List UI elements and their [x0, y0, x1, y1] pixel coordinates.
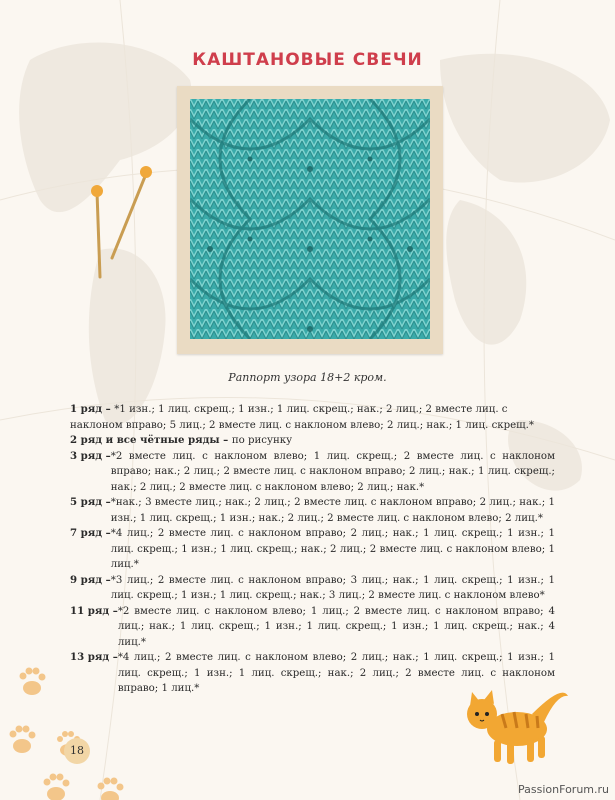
row-instruction: 13 ряд – *4 лиц.; 2 вместе лиц. с наклоном влево; 2 лиц.; нак.; 1 лиц. скрещ.; 1 изн.; 1 лиц. скрещ.; 1 изн.; 1 лиц. скрещ.; нак.; 2 лиц.; 2 вместе лиц. с наклоном вправо; 1 лиц.* [70, 651, 555, 694]
knitted-swatch-photo [190, 99, 430, 339]
paw-prints-icon [0, 650, 150, 800]
watermark: PassionForum.ru [518, 783, 609, 796]
row-instruction: 7 ряд – *4 лиц.; 2 вместе лиц. с наклоном вправо; 2 лиц.; нак.; 1 лиц. скрещ.; 1 изн.; 1 лиц. скрещ.; 1 изн.; 1 лиц. скрещ.; нак.; 2 лиц.; 2 вместе лиц. с наклоном влево; 1 лиц.* [70, 527, 555, 570]
cat-icon [462, 684, 572, 774]
pattern-caption: Раппорт узора 18+2 кром. [228, 371, 387, 384]
knitting-needles-icon [86, 160, 156, 285]
page-title: КАШТАНОВЫЕ СВЕЧИ [192, 50, 423, 70]
page-number: 18 [64, 738, 90, 764]
row-instruction: 3 ряд – *2 вместе лиц. с наклоном влево; 1 лиц. скрещ.; 2 вместе лиц. с наклоном вправо; нак.; 2 лиц.; 2 вместе лиц. с наклоном вправо; 2 лиц.; нак.; 1 лиц. скрещ.; нак.; 2 лиц.; 2 вместе лиц. с наклоном влево; 2 лиц.; нак.* [70, 449, 555, 493]
row-instruction: 5 ряд – *нак.; 3 вместе лиц.; нак.; 2 лиц.; 2 вместе лиц. с наклоном вправо; 2 лиц.; нак.; 1 изн.; 1 лиц. скрещ.; 1 изн.; нак.; 2 лиц.; 2 вместе лиц. с наклоном влево; 2 лиц.* [70, 496, 555, 524]
swatch-frame [177, 86, 443, 354]
row-instruction: 11 ряд – *2 вместе лиц. с наклоном влево; 1 лиц.; 2 вместе лиц. с наклоном вправо; 4 лиц.; нак.; 1 лиц. скрещ.; 1 изн.; 1 лиц. скрещ.; 1 изн.; 1 лиц. скрещ.; нак.; 4 лиц.* [70, 604, 555, 648]
row-instruction: 2 ряд и все чётные ряды – по рисунку [70, 434, 293, 446]
row-instruction: 9 ряд – *3 лиц.; 2 вместе лиц. с наклоном вправо; 3 лиц.; нак.; 1 лиц. скрещ.; 1 изн.; 1 лиц. скрещ.; 1 изн.; 1 лиц. скрещ.; нак.; 3 лиц.; 2 вместе лиц. с наклоном влево* [70, 573, 555, 601]
row-instruction: 1 ряд – *1 изн.; 1 лиц. скрещ.; 1 изн.; 1 лиц. скрещ.; нак.; 2 лиц.; 2 вместе лиц. с наклоном вправо; 5 лиц.; 2 вместе лиц. с наклоном влево; 2 лиц.; нак.; 1 лиц. скрещ.* [70, 403, 534, 431]
